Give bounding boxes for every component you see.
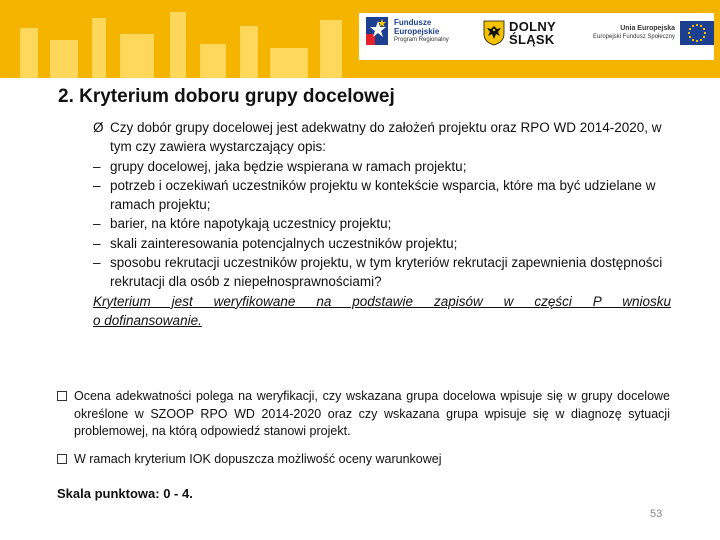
note-conditional-text: W ramach kryterium IOK dopuszcza możliwość oceny warunkowej (74, 452, 442, 466)
dash-item-text: barier, na które napotykają uczestnicy projektu; (110, 216, 392, 232)
scoring-scale: Skala punktowa: 0 - 4. (57, 486, 193, 501)
verification-note-line2: o dofinansowanie. (93, 312, 202, 328)
dash-item-text: skali zainteresowania potencjalnych uczestników projektu; (110, 235, 458, 251)
criteria-block (93, 118, 671, 330)
decor-block (50, 40, 78, 78)
dash-marker: – (93, 255, 101, 271)
fe-line3: Program Regionalny (394, 36, 449, 43)
main-bullet-text: Czy dobór grupy docelowej jest adekwatny do założeń projektu oraz RPO WD 2014-2020, w tym czy zawiera wystarczający opis: (110, 120, 662, 155)
fe-line1: Fundusze (394, 17, 432, 27)
eu-flag-icon (680, 21, 714, 45)
dash-item (93, 176, 671, 215)
dash-marker: – (93, 177, 101, 193)
checkbox-bullet-icon (57, 454, 67, 464)
dash-item (93, 234, 671, 253)
header-band (0, 0, 720, 78)
dash-item (93, 253, 671, 292)
dash-item (93, 214, 671, 233)
arrow-bullet-icon: Ø (93, 120, 104, 135)
note-assessment-text: Ocena adekwatności polega na weryfikacji, czy wskazana grupa docelowa wpisuje się w grupy docelowe określone w SZOOP RPO WD 2014-2020 oraz czy wskazana grupa wpisuje się w diagnozę sytuacji problemowej, na którą odpowiedź stanowi projekt. (74, 389, 670, 438)
note-item (57, 388, 670, 441)
dash-item-text: potrzeb i oczekiwań uczestników projektu w kontekście wsparcia, które ma być udzielane w ramach projektu; (110, 177, 656, 213)
decor-block (240, 26, 258, 78)
ue-line1: Unia Europejska (620, 25, 676, 32)
note-conditional (57, 451, 670, 469)
fe-line2: Europejskie (394, 26, 440, 36)
fundusze-europejskie-logo (365, 16, 449, 46)
ds-line1: DOLNY (509, 19, 556, 34)
dash-item-text: grupy docelowej, jaka będzie wspierana w ramach projektu; (110, 158, 467, 174)
dash-marker: – (93, 235, 101, 251)
decor-block (120, 34, 154, 78)
verification-note-line1: Kryterium jest weryfikowane na podstawie zapisów w części P wniosku (93, 293, 671, 309)
decor-block (92, 18, 106, 78)
ue-line2: Europejski Fundusz Społeczny (593, 34, 676, 40)
slide-title: 2. Kryterium doboru grupy docelowej (58, 86, 395, 107)
eagle-crest-icon (483, 20, 505, 46)
checkbox-bullet-icon (57, 391, 67, 401)
decor-block (20, 28, 38, 78)
dash-item-text: sposobu rekrutacji uczestników projektu, w tym kryteriów rekrutacji zapewnienia dostępności rekrutacji dla osób z niepełnosprawnościami? (110, 255, 663, 290)
decor-block (200, 44, 226, 78)
decor-block (270, 48, 308, 78)
unia-europejska-logo (593, 21, 714, 45)
dash-marker: – (93, 158, 101, 174)
decor-block (170, 12, 186, 78)
decor-block (320, 20, 342, 78)
fe-star-icon (365, 16, 389, 46)
main-bullet (93, 118, 671, 157)
dolny-slask-logo (483, 20, 556, 46)
note-assessment (57, 388, 670, 441)
dash-item (93, 157, 671, 176)
page-number: 53 (650, 508, 663, 520)
dash-marker: – (93, 216, 101, 232)
ds-line2: ŚLĄSK (509, 32, 555, 47)
note-item (57, 451, 670, 469)
